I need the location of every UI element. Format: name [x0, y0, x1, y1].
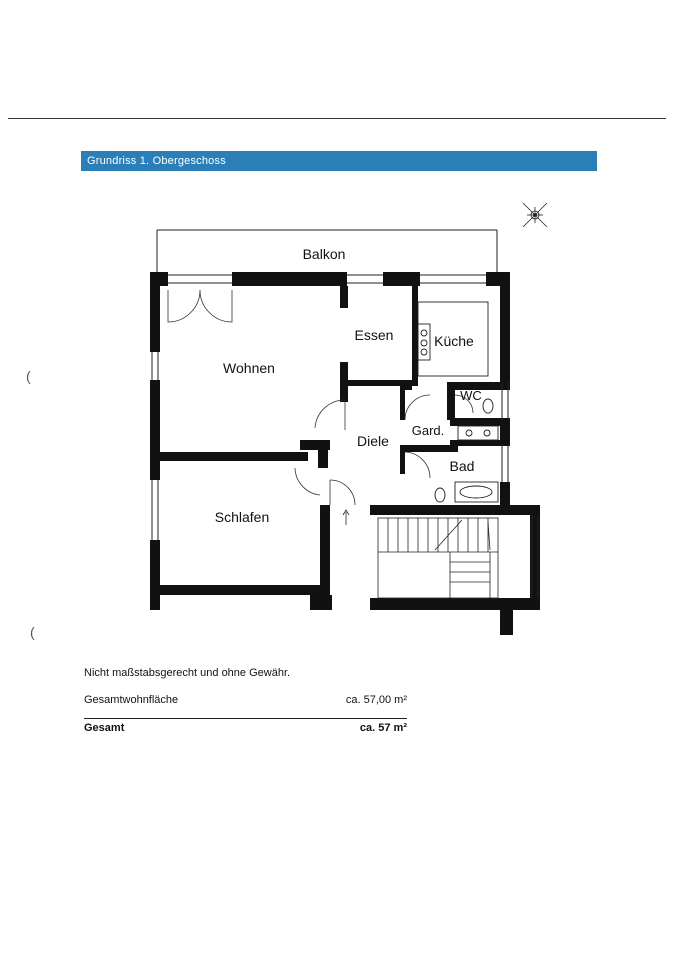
room-label-kueche: Küche: [434, 333, 474, 349]
disclaimer-note: Nicht maßstabsgerecht und ohne Gewähr.: [84, 667, 291, 679]
room-label-balkon: Balkon: [302, 246, 346, 262]
interior-walls: [150, 286, 540, 600]
room-label-essen: Essen: [354, 327, 394, 343]
doors: [168, 290, 473, 505]
total-value: ca. 57 m²: [359, 722, 407, 734]
compass-rose-icon: [523, 203, 547, 227]
scan-margin-mark: (: [30, 624, 35, 640]
room-label-wc: WC: [460, 388, 482, 403]
room-label-diele: Diele: [357, 433, 389, 449]
area-label: Gesamtwohnfläche: [84, 694, 179, 706]
scan-margin-mark: (: [26, 368, 31, 384]
room-label-wohnen: Wohnen: [223, 360, 275, 376]
area-value: ca. 57,00 m²: [345, 694, 407, 706]
staircase: [343, 510, 498, 598]
windows: [152, 275, 538, 598]
room-label-gard: Gard.: [411, 423, 445, 438]
room-label-schlafen: Schlafen: [214, 509, 270, 525]
total-rule: [84, 718, 407, 719]
total-label: Gesamt: [84, 722, 125, 734]
room-label-bad: Bad: [449, 458, 475, 474]
section-header: Grundriss 1. Obergeschoss: [81, 151, 597, 171]
